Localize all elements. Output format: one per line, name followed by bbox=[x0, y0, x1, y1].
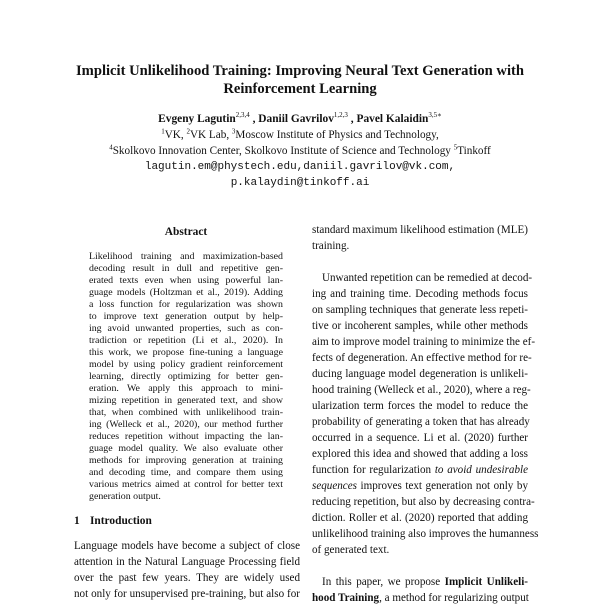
body-line: Language models have become a subject of close bbox=[74, 540, 300, 552]
abstract-heading: Abstract bbox=[164, 226, 208, 238]
body-line: ing and training time. Decoding methods focus bbox=[312, 288, 528, 300]
author-affiliation-marks: 3,5∗ bbox=[428, 111, 442, 120]
abstract-line: ing avoid unwanted properties, such as con- bbox=[89, 323, 283, 334]
body-line: diction. Roller et al. (2020) reported that adding bbox=[312, 512, 528, 524]
title-line-1: Implicit Unlikelihood Training: Improving Neural Text Generation with bbox=[76, 63, 524, 79]
body-line: reducing repetition, but also by decreasing contra- bbox=[312, 496, 535, 508]
body-line: over the past few years. They are widely used bbox=[74, 572, 300, 584]
author-affiliation-marks: 1,2,3 bbox=[333, 111, 348, 120]
body-line: fects of degeneration. An effective method for re- bbox=[312, 352, 532, 364]
body-line: of generated text. bbox=[312, 544, 390, 556]
abstract-line: ing (Welleck et al., 2020), our method further bbox=[89, 419, 283, 430]
body-line: explored this idea and showed that adding a loss bbox=[312, 448, 528, 460]
abstract-line: eration. We apply this approach to mini- bbox=[89, 383, 283, 394]
abstract-line: various metrics aimed at control for better text bbox=[89, 479, 283, 490]
abstract-line: a loss function for regularization was shown bbox=[89, 299, 283, 310]
abstract-line: learning, directly optimizing for better gen- bbox=[89, 371, 283, 382]
abstract-line: that, when combined with unlikelihood train- bbox=[89, 407, 283, 418]
body-line: unlikelihood training also improves the humanness bbox=[312, 528, 539, 540]
section-heading-introduction bbox=[74, 515, 152, 527]
abstract-line: to improve text generation output by help- bbox=[89, 311, 283, 322]
paper-title bbox=[40, 62, 560, 98]
author-name: Daniil Gavrilov bbox=[258, 113, 334, 125]
abstract-line: guage models (Holtzman et al., 2019). Adding bbox=[89, 287, 283, 298]
body-line: hood Training, a method for regularizing output bbox=[312, 592, 529, 604]
abstract-line: decoding result in dull and repetitive gen- bbox=[89, 263, 283, 274]
affiliation-line-1: $^1$VK, $^2$VK Lab, $^3$Moscow Institute of Physics and Technology, bbox=[161, 127, 439, 141]
body-line: attention in the Natural Language Processing field bbox=[74, 556, 300, 568]
body-line: sequences improves text generation not only by bbox=[312, 480, 528, 492]
abstract-line: mizing repetition in generated text, and show bbox=[89, 395, 283, 406]
section-number: 1 bbox=[74, 515, 80, 527]
abstract-line: and decoding time, and compare them using bbox=[89, 467, 283, 478]
body-line: probability of generating a token that has already bbox=[312, 416, 530, 428]
author-affiliation-marks: 2,3,4 bbox=[235, 111, 250, 120]
body-line: occurred in a sequence. Li et al. (2020) further bbox=[312, 432, 528, 444]
body-line: Unwanted repetition can be remedied at decod- bbox=[322, 272, 533, 284]
body-line: training. bbox=[312, 240, 350, 252]
body-line: on sampling techniques that generate less repeti- bbox=[312, 304, 528, 316]
abstract-line: guage model quality. We also evaluate other bbox=[89, 443, 283, 454]
author-emails-line-1: lagutin.em@phystech.edu,daniil.gavrilov@vk.com, bbox=[144, 161, 456, 173]
body-line: tive or incoherent samples, while other methods bbox=[312, 320, 528, 332]
title-line-2: Reinforcement Learning bbox=[223, 81, 377, 97]
body-line: standard maximum likelihood estimation (MLE) bbox=[312, 224, 528, 236]
abstract-line: erated texts even when using powerful lan- bbox=[89, 275, 283, 286]
body-line: aim to improve model training to minimize the ef- bbox=[312, 336, 536, 348]
affiliation-line-2: $^4$Skolkovo Innovation Center, Skolkovo Institute of Science and Technology $^5$Tinkoff bbox=[109, 143, 491, 157]
body-line: function for regularization to avoid undesirable bbox=[312, 464, 528, 476]
abstract-line: reduces repetition without impacting the lan- bbox=[89, 431, 283, 442]
abstract-line: this work, we propose fine-tuning a language bbox=[89, 347, 283, 358]
abstract-line: Likelihood training and maximization-based bbox=[89, 251, 283, 262]
abstract-line: generation output. bbox=[89, 491, 161, 502]
body-line: In this paper, we propose Implicit Unlikeli- bbox=[322, 576, 528, 588]
body-line: not only for unsupervised pre-training, but also for bbox=[74, 588, 300, 600]
author-list: Evgeny Lagutin$^{2,3,4}$ , Daniil Gavrilov$^{1,2,3}$ , Pavel Kalaidin$^{3,5∗}$ bbox=[158, 111, 442, 125]
abstract-line: model by using policy gradient reinforcement bbox=[89, 359, 283, 370]
author-name: Evgeny Lagutin bbox=[158, 113, 236, 125]
section-title: Introduction bbox=[90, 515, 152, 527]
author-name: Pavel Kalaidin bbox=[356, 113, 429, 125]
author-emails-line-2: p.kalaydin@tinkoff.ai bbox=[230, 177, 370, 189]
body-line: hood training (Welleck et al., 2020), where a reg- bbox=[312, 384, 531, 396]
body-line: ducing language model degeneration is unlikeli- bbox=[312, 368, 528, 380]
abstract-line: methods for improving generation at training bbox=[89, 455, 283, 466]
body-line: ularization term forces the model to reduce the bbox=[312, 400, 528, 412]
abstract-line: tradiction or repetition (Li et al., 2020). In bbox=[89, 335, 283, 346]
